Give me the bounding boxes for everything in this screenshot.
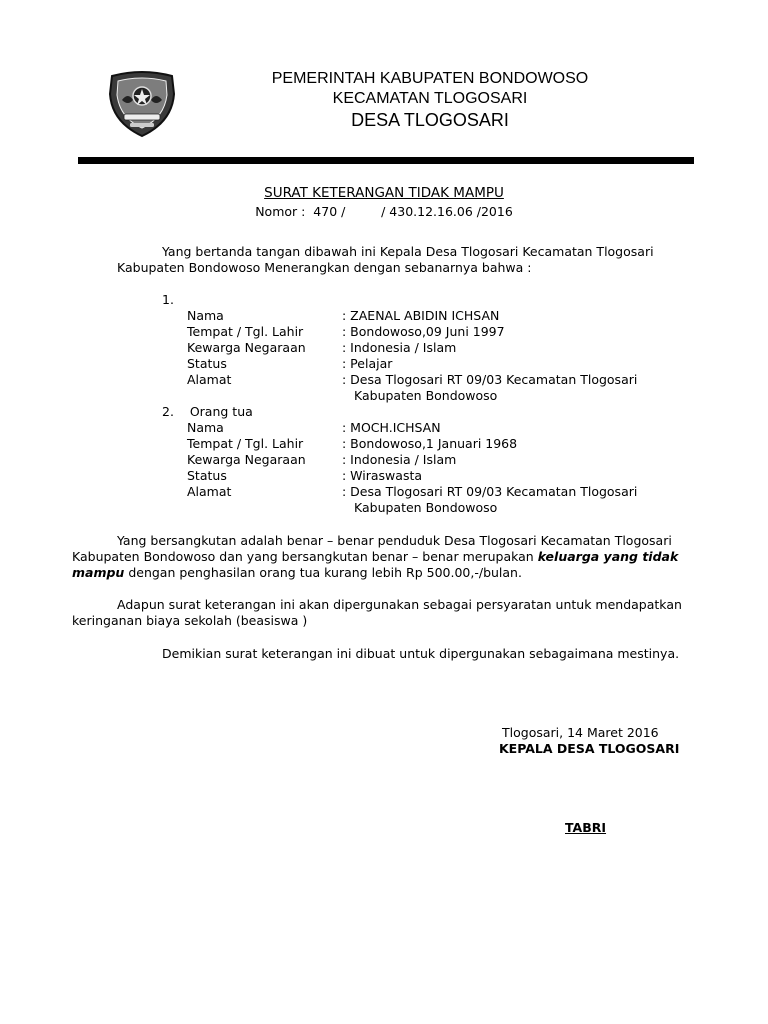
person1-name-label: Nama <box>187 308 224 323</box>
person1-address-value: : Desa Tlogosari RT 09/03 Kecamatan Tlogosari <box>342 372 638 387</box>
person1-number: 1. <box>162 292 174 307</box>
person1-name-value: : ZAENAL ABIDIN ICHSAN <box>342 308 500 323</box>
person1-nation-label: Kewarga Negaraan <box>187 340 306 355</box>
person2-number: 2. Orang tua <box>162 404 253 419</box>
body-p1-line-3-text: dengan penghasilan orang tua kurang lebih Rp 500.00,-/bulan. <box>124 565 522 580</box>
person1-status-value: : Pelajar <box>342 356 393 371</box>
header-village: DESA TLOGOSARI <box>351 110 509 130</box>
body-p1-line-1: Yang bersangkutan adalah benar – benar penduduk Desa Tlogosari Kecamatan Tlogosari <box>117 533 672 548</box>
body-p2-line-1: Adapun surat keterangan ini akan dipergunakan sebagai persyaratan untuk mendapatkan <box>117 597 682 612</box>
person2-name-value: : MOCH.ICHSAN <box>342 420 441 435</box>
emphasis-keluarga: keluarga yang tidak <box>537 549 679 564</box>
intro-line-1: Yang bertanda tangan dibawah ini Kepala Desa Tlogosari Kecamatan Tlogosari <box>162 244 654 259</box>
signature-place-date: Tlogosari, 14 Maret 2016 <box>502 725 659 740</box>
person2-status-value: : Wiraswasta <box>342 468 423 483</box>
letter-number: Nomor : 470 / / 430.12.16.06 /2016 <box>255 204 513 219</box>
person1-address-value-2: Kabupaten Bondowoso <box>354 388 498 403</box>
person2-address-value-2: Kabupaten Bondowoso <box>354 500 498 515</box>
body-p1-line-3 <box>72 565 522 581</box>
person1-nation-value: : Indonesia / Islam <box>342 340 457 355</box>
person2-address-label: Alamat <box>187 484 232 499</box>
person2-birth-label: Tempat / Tgl. Lahir <box>187 436 304 451</box>
letter-title: SURAT KETERANGAN TIDAK MAMPU <box>264 185 504 201</box>
person1-birth-label: Tempat / Tgl. Lahir <box>187 324 304 339</box>
person1-status-label: Status <box>187 356 227 371</box>
signature-position: KEPALA DESA TLOGOSARI <box>499 741 680 756</box>
person2-birth-value: : Bondowoso,1 Januari 1968 <box>342 436 518 451</box>
intro-line-2: Kabupaten Bondowoso Menerangkan dengan sebanarnya bahwa : <box>117 260 532 275</box>
signature-name: TABRI <box>565 820 607 835</box>
regency-emblem-icon <box>106 70 178 138</box>
person2-name-label: Nama <box>187 420 224 435</box>
header-district: KECAMATAN TLOGOSARI <box>332 90 528 107</box>
header-government: PEMERINTAH KABUPATEN BONDOWOSO <box>271 70 589 87</box>
person2-address-value: : Desa Tlogosari RT 09/03 Kecamatan Tlogosari <box>342 484 638 499</box>
person2-nation-value: : Indonesia / Islam <box>342 452 457 467</box>
person1-address-label: Alamat <box>187 372 232 387</box>
body-p2-line-2: keringanan biaya sekolah (beasiswa ) <box>72 613 308 628</box>
person2-status-label: Status <box>187 468 227 483</box>
header-divider <box>78 157 694 164</box>
body-p1-line-2 <box>72 549 678 565</box>
emphasis-mampu: mampu <box>72 565 125 580</box>
person1-birth-value: : Bondowoso,09 Juni 1997 <box>342 324 505 339</box>
body-p1-line-2-text: Kabupaten Bondowoso dan yang bersangkutan benar – benar merupakan <box>72 549 538 564</box>
person2-nation-label: Kewarga Negaraan <box>187 452 306 467</box>
body-p3: Demikian surat keterangan ini dibuat untuk dipergunakan sebagaimana mestinya. <box>162 646 680 661</box>
